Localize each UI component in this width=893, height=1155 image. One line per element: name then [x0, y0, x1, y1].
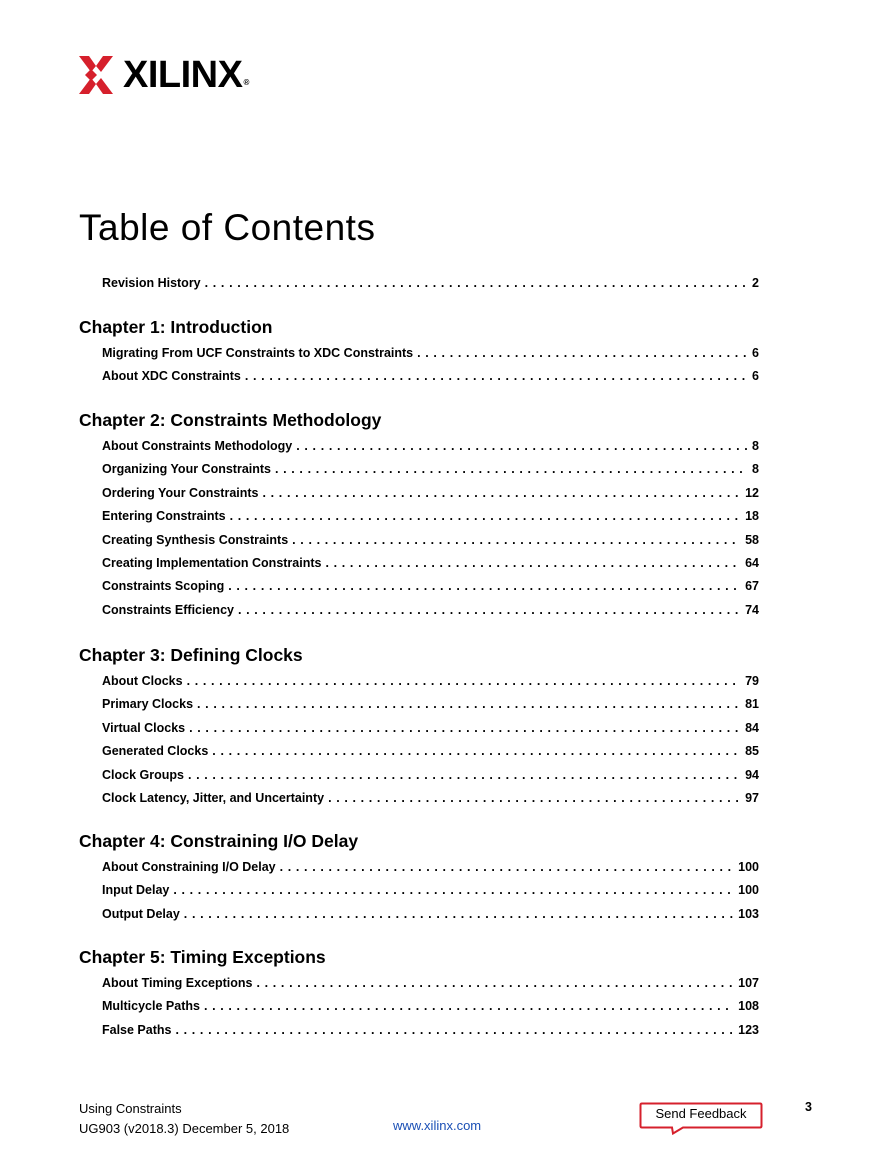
toc-entry-page: 12 [745, 485, 759, 500]
toc-entry-page: 74 [745, 602, 759, 617]
toc-entry-page: 8 [752, 439, 759, 453]
leader-dots [204, 999, 734, 1013]
toc-entry[interactable] [102, 556, 759, 579]
chapter-entries [102, 674, 759, 814]
toc-entry-label: Ordering Your Constraints [102, 485, 259, 500]
chapter-heading[interactable]: Chapter 1: Introduction [79, 317, 273, 337]
chapter-heading[interactable]: Chapter 2: Constraints Methodology [79, 410, 382, 430]
leader-dots [325, 556, 741, 570]
leader-dots [296, 439, 748, 453]
toc-entry-page: 58 [745, 532, 759, 547]
toc-entry-page: 6 [752, 346, 759, 360]
toc-entry-page: 100 [738, 883, 759, 898]
toc-entry-label: About Constraints Methodology [102, 439, 293, 453]
leader-dots [245, 369, 748, 383]
toc-entry-page: 103 [738, 906, 759, 921]
toc-entry-page: 67 [745, 579, 759, 594]
toc-revision-history [102, 276, 759, 299]
send-feedback-label: Send Feedback [655, 1106, 747, 1121]
toc-entry[interactable] [102, 744, 759, 767]
toc-entry[interactable] [102, 509, 759, 532]
chapter-heading[interactable]: Chapter 3: Defining Clocks [79, 645, 303, 665]
toc-entry-page: 108 [738, 999, 759, 1014]
chapter-entries [102, 346, 759, 393]
toc-entry-label: False Paths [102, 1022, 172, 1037]
toc-entry[interactable] [102, 346, 759, 369]
leader-dots [173, 883, 734, 897]
leader-dots [212, 744, 741, 758]
page-number: 3 [805, 1100, 812, 1114]
chapter-3 [79, 644, 759, 814]
chapter-entries [102, 439, 759, 626]
leader-dots [188, 768, 741, 782]
toc-entry-label: Migrating From UCF Constraints to XDC Constraints [102, 346, 414, 360]
toc-entry[interactable] [102, 369, 759, 392]
toc-entry-page: 97 [745, 790, 759, 805]
chapter-entries [102, 976, 759, 1046]
toc-entry-page: 81 [745, 697, 759, 712]
footer-doc-info [79, 1099, 289, 1139]
toc-entry-page: 79 [745, 674, 759, 688]
leader-dots [184, 907, 734, 921]
toc-entry-label: About Clocks [102, 674, 183, 688]
leader-dots [205, 276, 748, 290]
chapter-entries [102, 860, 759, 930]
chapter-5 [79, 946, 759, 1046]
leader-dots [256, 976, 734, 990]
toc-entry[interactable] [102, 579, 759, 602]
leader-dots [197, 697, 741, 711]
leader-dots [230, 509, 741, 523]
toc-entry[interactable] [102, 674, 759, 697]
footer-website-link[interactable]: www.xilinx.com [393, 1118, 482, 1133]
leader-dots [328, 791, 741, 805]
toc-entry[interactable] [102, 721, 759, 744]
toc-entry-label: Clock Groups [102, 767, 184, 782]
leader-dots [275, 462, 748, 476]
toc-entry[interactable] [102, 697, 759, 720]
leader-dots [238, 603, 741, 617]
toc-entry-label: Entering Constraints [102, 509, 226, 524]
toc-entry[interactable] [102, 462, 759, 485]
toc-entry-label: Constraints Scoping [102, 579, 225, 594]
leader-dots [263, 486, 742, 500]
logo-wordmark: XILINX® [123, 54, 249, 96]
toc-entry[interactable] [102, 603, 759, 626]
toc-entry-label: Primary Clocks [102, 697, 194, 712]
toc-entry-label: Input Delay [102, 883, 170, 898]
toc-entry[interactable] [102, 907, 759, 930]
chapter-heading[interactable]: Chapter 5: Timing Exceptions [79, 947, 326, 967]
toc-entry-page: 64 [745, 555, 759, 570]
chapter-heading[interactable]: Chapter 4: Constraining I/O Delay [79, 831, 359, 851]
toc-entry-label: Constraints Efficiency [102, 602, 234, 617]
leader-dots [280, 860, 735, 874]
toc-entry-page: 84 [745, 720, 759, 735]
toc-entry[interactable] [102, 999, 759, 1022]
toc-entry[interactable] [102, 1023, 759, 1046]
toc-entry-label: Multicycle Paths [102, 999, 200, 1014]
toc-entry-page: 85 [745, 744, 759, 759]
leader-dots [292, 533, 741, 547]
leader-dots [228, 579, 741, 593]
chapter-1 [79, 316, 759, 393]
toc-entry[interactable] [102, 439, 759, 462]
toc-entry-label: Clock Latency, Jitter, and Uncertainty [102, 790, 325, 805]
send-feedback-button[interactable] [639, 1102, 763, 1135]
toc-entry-label: Virtual Clocks [102, 720, 186, 735]
toc-entry-page: 107 [738, 976, 759, 990]
leader-dots [175, 1023, 734, 1037]
toc-entry-revision-history[interactable] [102, 276, 759, 299]
toc-entry-page: 100 [738, 860, 759, 874]
leader-dots [189, 721, 741, 735]
leader-dots [187, 674, 742, 688]
toc-entry-page: 18 [745, 509, 759, 524]
chapter-4 [79, 830, 759, 930]
chapter-2 [79, 409, 759, 626]
page-title: Table of Contents [79, 207, 376, 248]
xilinx-logo [79, 55, 249, 95]
toc-entry-label: Revision History [102, 276, 201, 290]
toc-entry-page: 8 [752, 462, 759, 477]
toc-entry[interactable] [102, 883, 759, 906]
toc-entry[interactable] [102, 486, 759, 509]
toc-entry-page: 2 [752, 276, 759, 290]
toc-entry-page: 123 [738, 1022, 759, 1037]
xilinx-mark-icon [79, 56, 113, 94]
toc-entry-label: About Constraining I/O Delay [102, 860, 276, 874]
toc-entry-label: Generated Clocks [102, 744, 209, 759]
toc-entry-page: 94 [745, 767, 759, 782]
toc-entry-label: Creating Synthesis Constraints [102, 532, 289, 547]
toc-entry-label: About Timing Exceptions [102, 976, 253, 990]
toc-entry-label: About XDC Constraints [102, 369, 241, 384]
toc-entry[interactable] [102, 533, 759, 556]
toc-entry[interactable] [102, 860, 759, 883]
toc-entry[interactable] [102, 976, 759, 999]
footer-doc-title: Using Constraints [79, 1101, 182, 1116]
toc-entry-label: Output Delay [102, 906, 180, 921]
leader-dots [417, 346, 748, 360]
toc-entry-label: Organizing Your Constraints [102, 462, 271, 477]
toc-entry[interactable] [102, 791, 759, 814]
toc-entry-label: Creating Implementation Constraints [102, 555, 322, 570]
footer-doc-id: UG903 (v2018.3) December 5, 2018 [79, 1121, 290, 1136]
toc-entry-page: 6 [752, 369, 759, 384]
toc-entry[interactable] [102, 768, 759, 791]
